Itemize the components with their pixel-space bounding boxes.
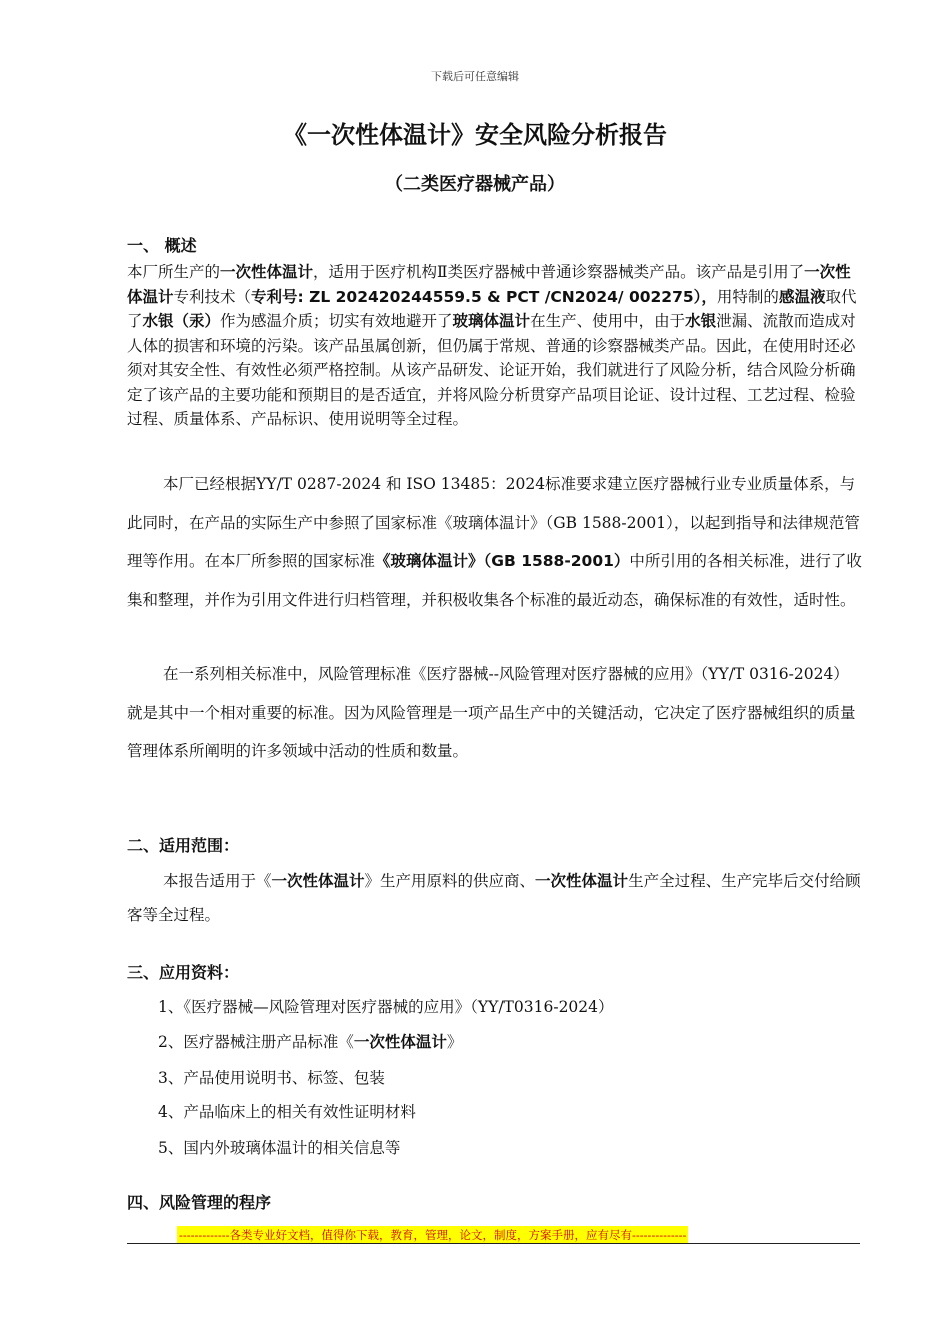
paragraph-scope: 本报告适用于《一次性体温计》生产用原料的供应商、一次性体温计生产全过程、生产完毕后交付给顾客等全过程。 xyxy=(127,872,861,924)
list-item: 3、产品使用说明书、标签、包装 xyxy=(158,1069,385,1087)
list-item: 5、国内外玻璃体温计的相关信息等 xyxy=(158,1139,401,1157)
paragraph-overview-1: 本厂所生产的一次性体温计，适用于医疗机构Ⅱ类医疗器械中普通诊察器械类产品。该产品是引用了一次性体温计专利技术（专利号: ZL 202420244559.5 & PCT /CN2024/ 002275），用特制的感温液取代了水银（汞）作为感温介质；切实有效地避开了玻璃体温计在生产、使用中，由于水银泄漏、流散而造成对人体的损害和环境的污染。该产品虽属创新，但仍属于常规、普通的诊察器械类产品。因此，在使用时还必须对其安全性、有效性必须严格控制。从该产品研发、论证开始，我们就进行了风险分析，结合风险分析确定了该产品的主要功能和预期目的是否适宜，并将风险分析贯穿产品项目论证、设计过程、工艺过程、检验过程、质量体系、产品标识、使用说明等全过程。 xyxy=(127,263,857,428)
section-heading-references: 三、应用资料： xyxy=(127,963,240,982)
list-item: 2、医疗器械注册产品标准《一次性体温计》 xyxy=(158,1033,463,1051)
paragraph-overview-2: 本厂已经根据YY/T 0287-2024 和 ISO 13485：2024标准要求建立医疗器械行业专业质量体系，与此同时，在产品的实际生产中参照了国家标准《玻璃体温计》（GB 1588-2001），以起到指导和法律规范管理等作用。在本厂所参照的国家标准《玻璃体温计》（GB 1588-2001）中所引用的各相关标准，进行了收集和整理，并作为引用文件进行归档管理，并积极收集各个标准的最近动态，确保标准的有效性，适时性。 xyxy=(127,475,862,609)
document-title: 《一次性体温计》安全风险分析报告 xyxy=(283,121,667,149)
section-heading-overview: 一、 概述 xyxy=(127,236,197,255)
footer-divider xyxy=(127,1243,860,1244)
page-header-note: 下载后可任意编辑 xyxy=(431,70,519,83)
paragraph-overview-3: 在一系列相关标准中，风险管理标准《医疗器械--风险管理对医疗器械的应用》（YY/T 0316-2024）就是其中一个相对重要的标准。因为风险管理是一项产品生产中的关键活动，它决定了医疗器械组织的质量管理体系所阐明的许多领域中活动的性质和数量。 xyxy=(127,665,856,760)
list-item: 1、《医疗器械—风险管理对医疗器械的应用》（YY/T0316-2024） xyxy=(158,998,614,1016)
footer-banner: -------------各类专业好文档，值得你下载，教育，管理，论文，制度，方案手册，应有尽有-------------- xyxy=(179,1228,687,1242)
section-heading-procedure: 四、风险管理的程序 xyxy=(127,1193,272,1212)
list-item: 4、产品临床上的相关有效性证明材料 xyxy=(158,1103,416,1121)
section-heading-scope: 二、适用范围： xyxy=(127,836,240,855)
document-subtitle: （二类医疗器械产品） xyxy=(385,174,565,195)
